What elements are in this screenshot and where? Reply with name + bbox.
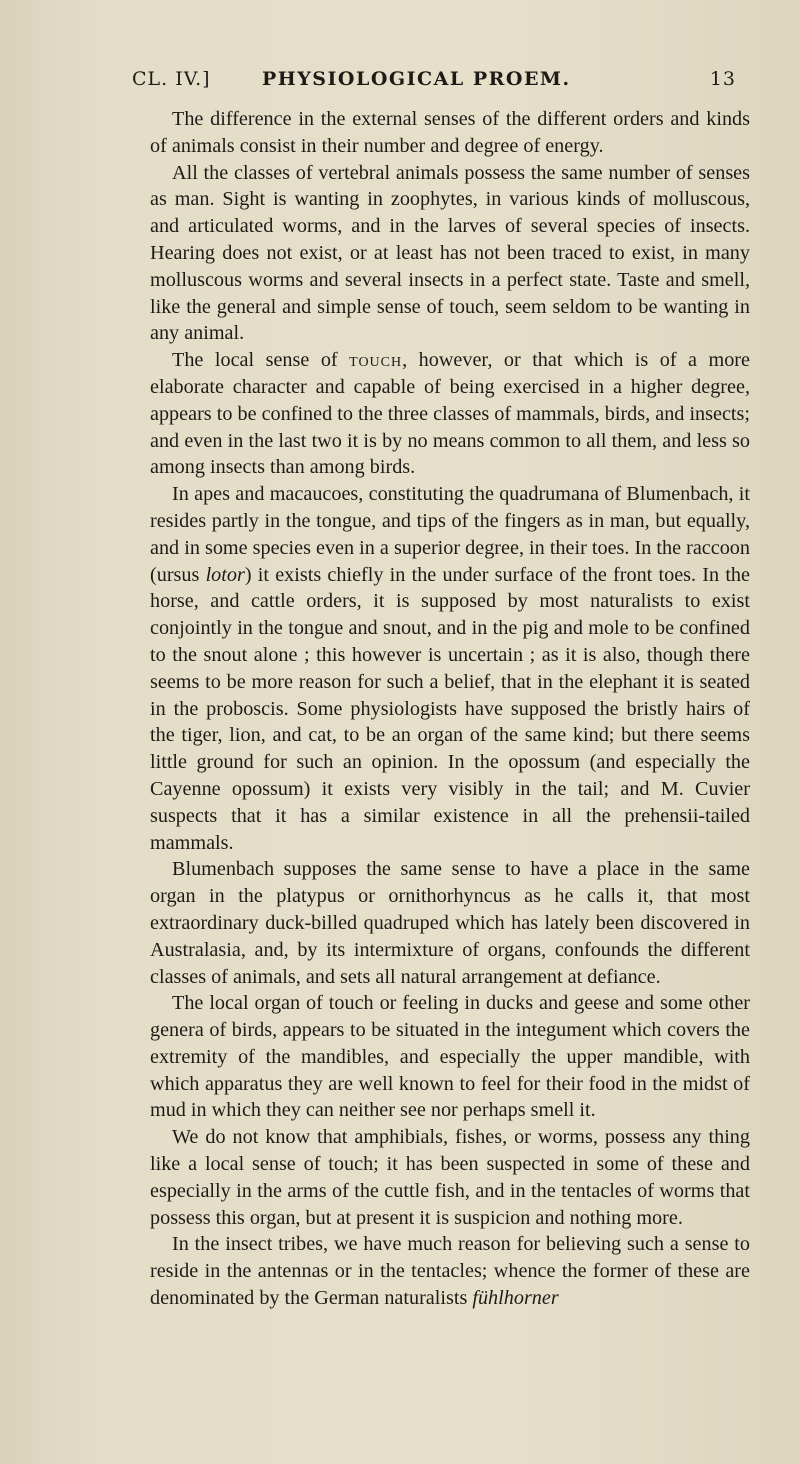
body-text xyxy=(150,106,750,1312)
paragraph: In the insect tribes, we have much reason for believing such a sense to reside in the antennas or in the tentacles; whence the former of these are denominated by the German naturalists fühlhorner xyxy=(150,1233,750,1310)
paragraph: We do not know that amphibials, fishes, or worms, possess any thing like a local sense of touch; it has been suspected in some of these and especially in the arms of the cuttle fish, and in the tentacles of worms that possess this organ, but at present it is suspicion and nothing more. xyxy=(150,1126,750,1229)
paragraph: The local sense of touch, however, or that which is of a more elaborate character and capable of being exercised in a higher degree, appears to be confined to the three classes of mammals, birds, and insects; and even in the last two it is by no means common to all them, and less so among insects than among birds. xyxy=(150,349,750,479)
italic-term: lotor xyxy=(205,563,245,586)
paragraph: The difference in the external senses of the different orders and kinds of animals consist in their number and degree of energy. xyxy=(150,108,750,157)
italic-term: fühlhorner xyxy=(472,1287,559,1310)
paragraph: Blumenbach supposes the same sense to have a place in the same organ in the platypus or ornithorhyncus as he calls it, that most extraordinary duck-billed quadruped which has lately been discovered in Australasia, and, by its intermixture of organs, confounds the different classes of animals, and sets all natural arrangement at defiance. xyxy=(150,858,750,988)
small-caps-term: touch xyxy=(349,349,403,372)
page-number: 13 xyxy=(709,68,736,90)
chapter-marker: CL. IV.] xyxy=(132,68,211,90)
running-header xyxy=(132,68,736,98)
paragraph: The local organ of touch or feeling in ducks and geese and some other genera of birds, appears to be situated in the integument which covers the extremity of the mandibles, and especially the upper mandible, with which apparatus they are well known to feel for their food in the midst of mud in which they can neither see nor perhaps smell it. xyxy=(150,992,750,1122)
paragraph: In apes and macaucoes, constituting the quadrumana of Blumenbach, it resides partly in the tongue, and tips of the fingers as in man, but equally, and in some species even in a superior degree, in their toes. In the raccoon (ursus lotor) it exists chiefly in the under surface of the front toes. In the horse, and cattle orders, it is supposed by most naturalists to exist conjointly in the tongue and snout, and in the pig and mole to be confined to the snout alone ; this however is uncertain ; as it is also, though there seems to be more reason for such a belief, that in the elephant it is seated in the proboscis. Some physiologists have supposed the bristly hairs of the tiger, lion, and cat, to be an organ of the same kind; but there seems little ground for such an opinion. In the opossum (and especially the Cayenne opossum) it exists very visibly in the tail; and M. Cuvier suspects that it has a similar existence in all the prehensii-tailed mammals. xyxy=(150,483,750,854)
running-title: PHYSIOLOGICAL PROEM. xyxy=(262,68,571,90)
paragraph: All the classes of vertebral animals possess the same number of senses as man. Sight is wanting in zoophytes, in various kinds of molluscous, and articulated worms, and in the larves of several species of insects. Hearing does not exist, or at least has not been traced to exist, in many molluscous worms and several insects in a perfect state. Taste and smell, like the general and simple sense of touch, seem seldom to be wanting in any animal. xyxy=(150,161,750,345)
